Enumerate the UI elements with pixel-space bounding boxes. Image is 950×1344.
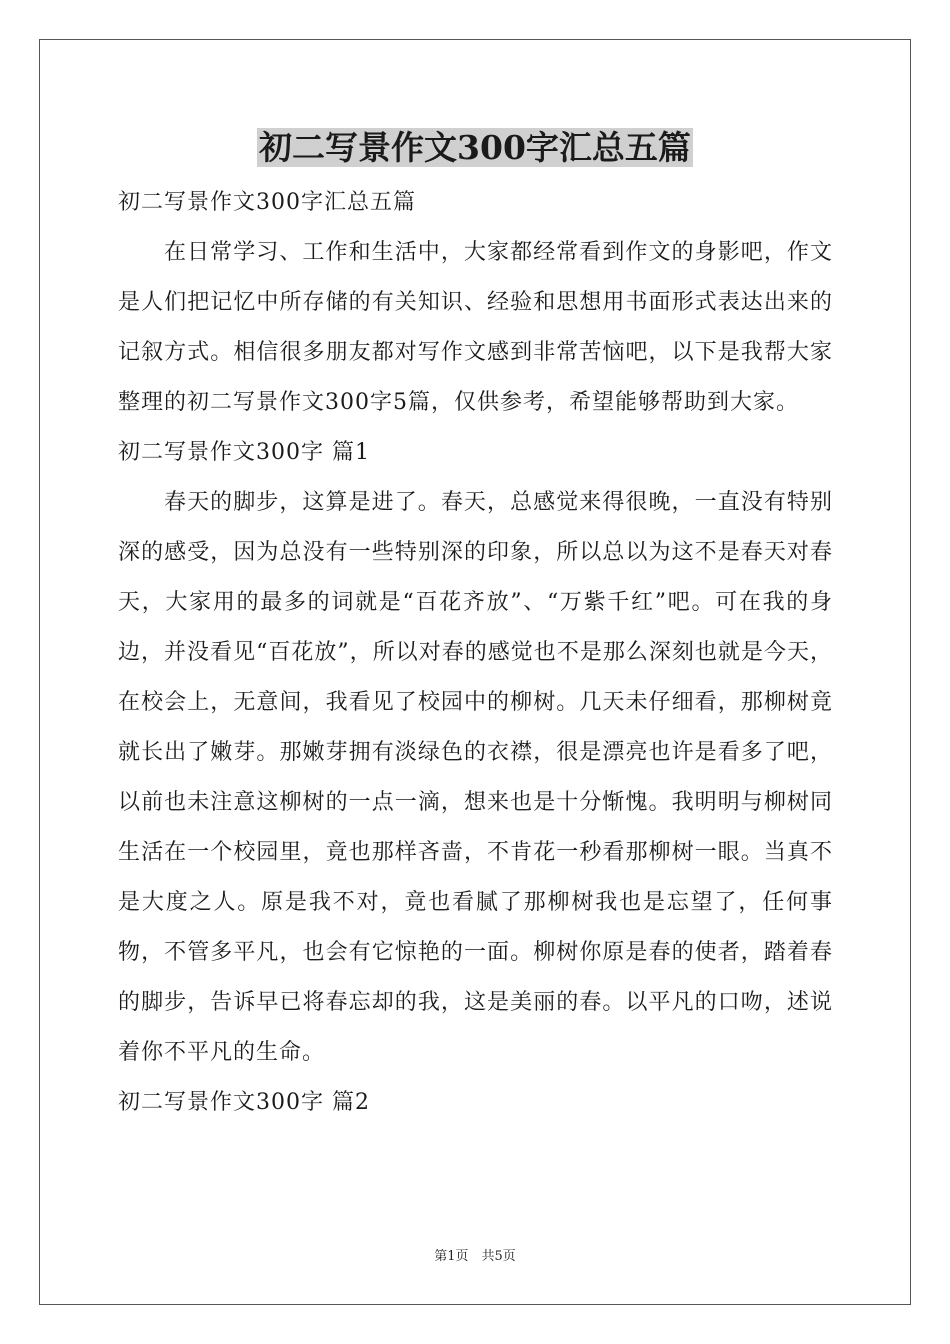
section-body-1: 春天的脚步，这算是进了。春天，总感觉来得很晚，一直没有特别深的感受，因为总没有一些特别深的印象，所以总以为这不是春天对春天，大家用的最多的词就是“百花齐放”、“万紫千红”吧。可在我的身边，并没看见“百花放”，所以对春的感觉也不是那么深刻也就是今天，在校会上，无意间，我看见了校园中的柳树。几天未仔细看，那柳树竟就长出了嫩芽。那嫩芽拥有淡绿色的衣襟，很是漂亮也许是看多了吧，以前也未注意这柳树的一点一滴，想来也是十分惭愧。我明明与柳树同生活在一个校园里，竟也那样吝啬，不肯花一秒看那柳树一眼。当真不是大度之人。原是我不对，竟也看腻了那柳树我也是忘望了，任何事物，不管多平凡，也会有它惊艳的一面。柳树你原是春的使者，踏着春的脚步，告诉早已将春忘却的我，这是美丽的春。以平凡的口吻，述说着你不平凡的生命。 — [118, 490, 833, 1065]
document-body — [118, 178, 833, 1128]
document-subtitle: 初二写景作文300字汇总五篇 — [118, 190, 416, 215]
intro-paragraph: 在日常学习、工作和生活中，大家都经常看到作文的身影吧，作文是人们把记忆中所存储的有关知识、经验和思想用书面形式表达出来的记叙方式。相信很多朋友都对写作文感到非常苦恼吧，以下是我帮大家整理的初二写景作文300字5篇，仅供参考，希望能够帮助到大家。 — [118, 240, 833, 415]
document-title-text: 初二写景作文300字汇总五篇 — [259, 128, 691, 167]
page-footer: 第1页 共5页 — [434, 1249, 516, 1264]
section-heading-2: 初二写景作文300字 篇2 — [118, 1090, 370, 1115]
document-title — [0, 126, 950, 170]
section-heading-1: 初二写景作文300字 篇1 — [118, 440, 370, 465]
